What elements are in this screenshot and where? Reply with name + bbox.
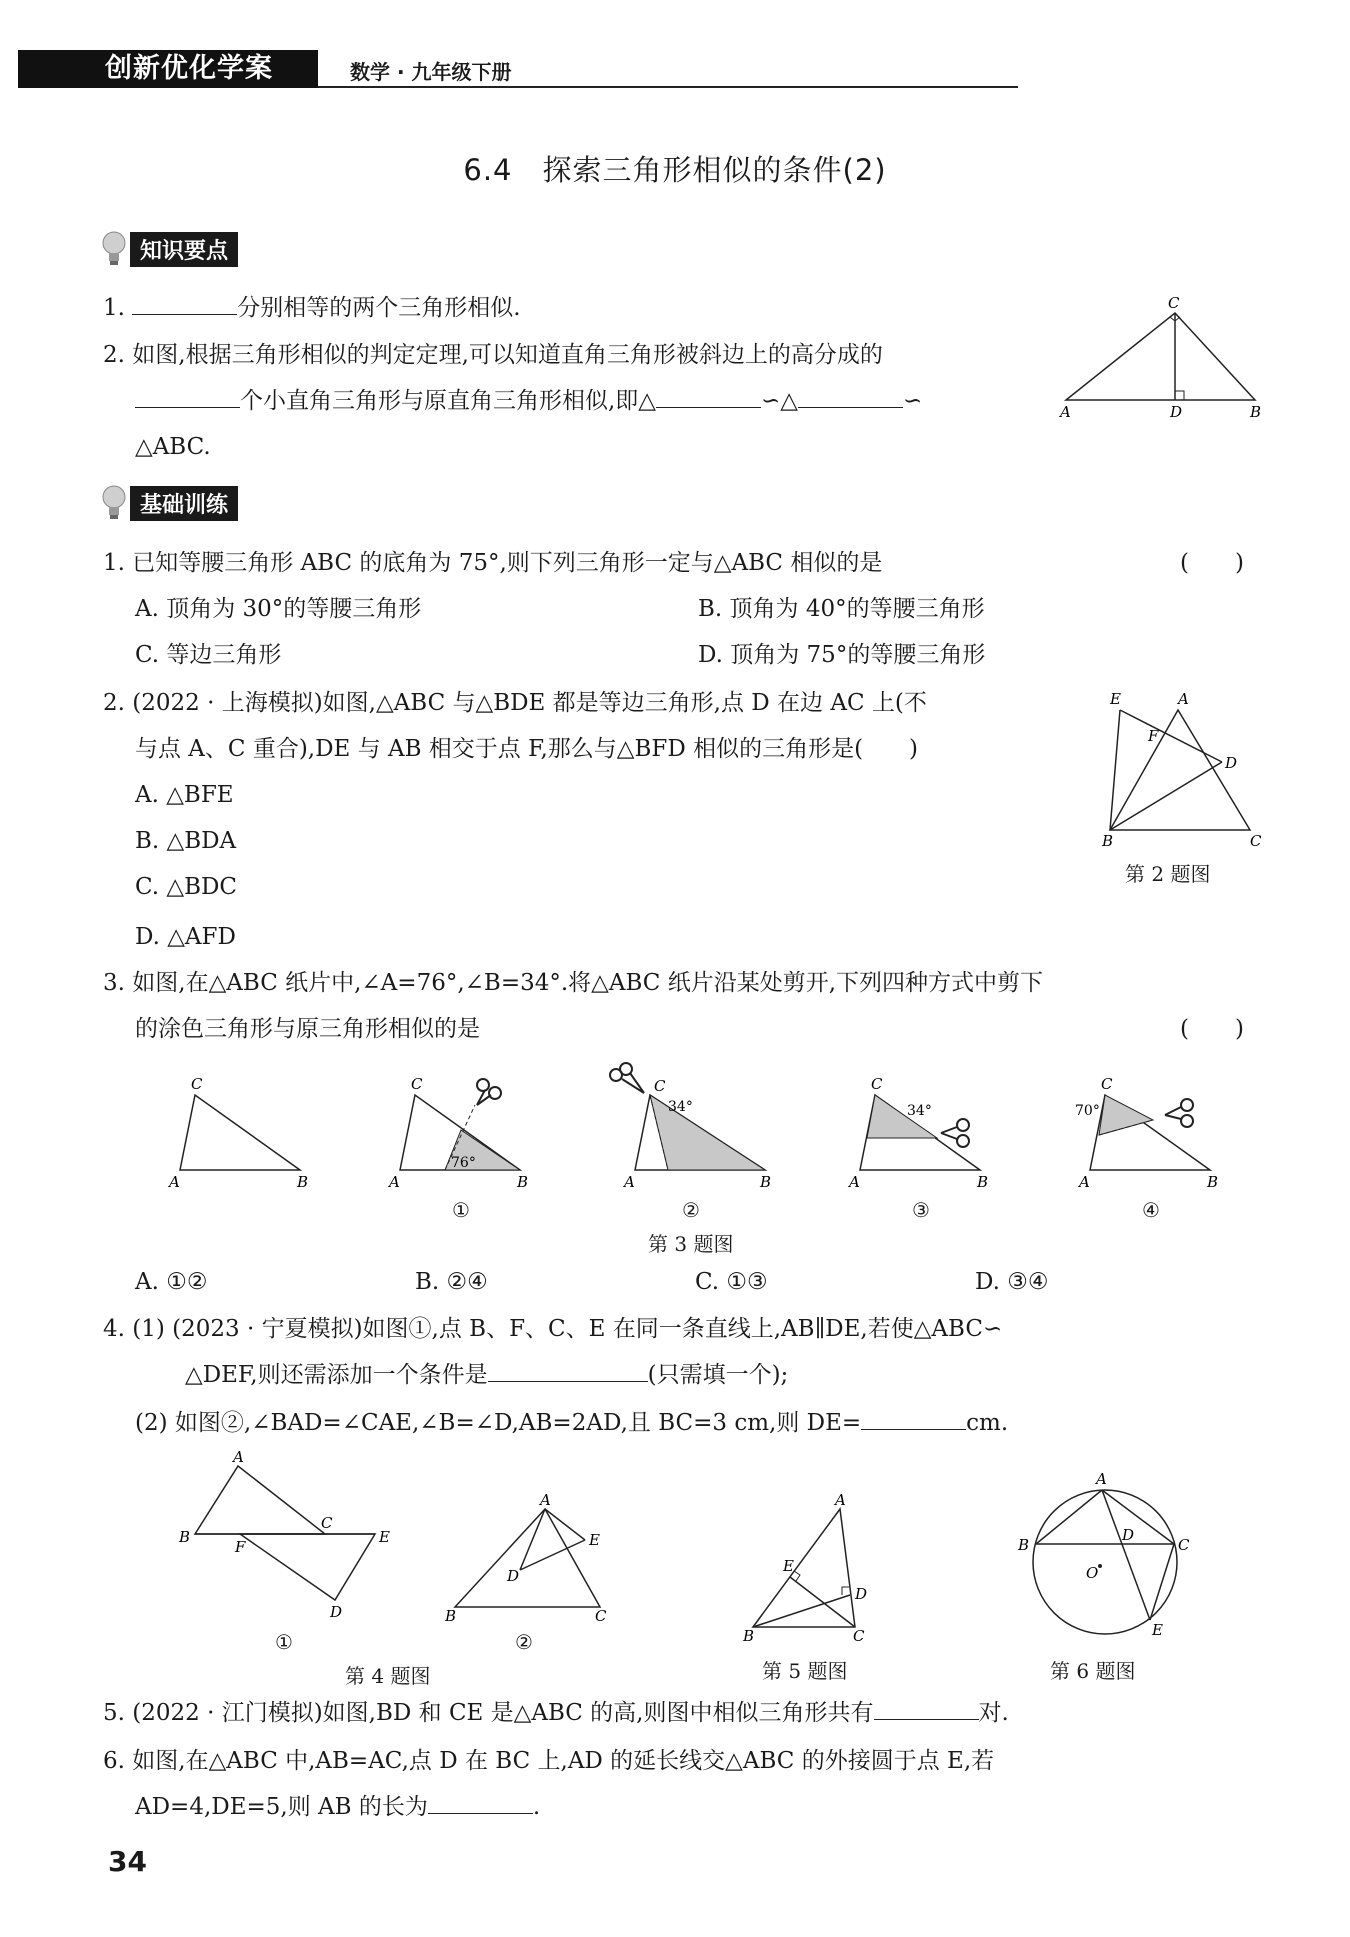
q4-figure-2 bbox=[445, 1491, 615, 1625]
q1-option-c[interactable]: C. 等边三角形 bbox=[135, 642, 282, 668]
page-number: 34 bbox=[108, 1845, 147, 1878]
q3-option-a[interactable]: A. ①② bbox=[135, 1269, 208, 1295]
label-A: A bbox=[540, 1491, 551, 1509]
header-brand: 创新优化学案 bbox=[105, 53, 273, 84]
label-D: D bbox=[855, 1585, 868, 1603]
label-A: A bbox=[1096, 1470, 1107, 1488]
label-A: A bbox=[233, 1448, 244, 1466]
q3-line2: 的涂色三角形与原三角形相似的是 bbox=[135, 1016, 480, 1042]
q6-line1: 6. 如图,在△ABC 中,AB=AC,点 D 在 BC 上,AD 的延长线交△ABC 的外接圆于点 E,若 bbox=[103, 1748, 995, 1774]
q3-option-d[interactable]: D. ③④ bbox=[975, 1269, 1049, 1295]
section-knowledge bbox=[100, 232, 238, 266]
q2-option-d[interactable]: D. △AFD bbox=[135, 924, 236, 950]
label-C: C bbox=[411, 1075, 423, 1093]
q3-figure-original bbox=[165, 1075, 325, 1195]
q5-stem: 5. (2022 · 江门模拟)如图,BD 和 CE 是△ABC 的高,则图中相似三角形共有 bbox=[103, 1700, 874, 1726]
label-D: D bbox=[1122, 1526, 1135, 1544]
label-B: B bbox=[1018, 1536, 1030, 1554]
scissors-icon bbox=[941, 1119, 969, 1147]
answer-blank[interactable] bbox=[798, 386, 903, 408]
page-title: 6.4 探索三角形相似的条件(2) bbox=[463, 153, 887, 187]
label-B: B bbox=[977, 1173, 989, 1191]
knowledge-item-2-line2 bbox=[135, 386, 922, 416]
item-text: 个小直角三角形与原直角三角形相似,即△ bbox=[240, 388, 656, 414]
answer-blank[interactable] bbox=[656, 386, 761, 408]
label-C: C bbox=[853, 1627, 865, 1645]
q4-line3-end: cm. bbox=[966, 1410, 1009, 1436]
label-B: B bbox=[1102, 832, 1114, 850]
q1-stem: 1. 已知等腰三角形 ABC 的底角为 75°,则下列三角形一定与△ABC 相似的是 bbox=[103, 550, 883, 576]
q2-option-c[interactable]: C. △BDC bbox=[135, 874, 238, 900]
q4-line2-end: (只需填一个); bbox=[647, 1362, 789, 1388]
section-basic-label: 基础训练 bbox=[130, 486, 238, 521]
q1-answer-paren[interactable]: ( ) bbox=[1180, 550, 1244, 576]
figure-right-triangle-altitude bbox=[1060, 295, 1260, 425]
q3-option-b[interactable]: B. ②④ bbox=[415, 1269, 488, 1295]
similar-symbol: ∽ bbox=[902, 388, 923, 414]
answer-blank[interactable] bbox=[488, 1360, 648, 1382]
label-B: B bbox=[743, 1627, 755, 1645]
q4-line1: 4. (1) (2023 · 宁夏模拟)如图①,点 B、F、C、E 在同一条直线上,AB∥DE,若使△ABC∽ bbox=[103, 1316, 1003, 1342]
label-C: C bbox=[1101, 1075, 1113, 1093]
q1-option-a[interactable]: A. 顶角为 30°的等腰三角形 bbox=[135, 596, 422, 622]
section-basic-training bbox=[100, 486, 238, 520]
label-A: A bbox=[624, 1173, 635, 1191]
answer-blank[interactable] bbox=[132, 293, 237, 315]
similar-symbol: ∽△ bbox=[761, 388, 798, 414]
label-B: B bbox=[1207, 1173, 1219, 1191]
scissors-icon bbox=[477, 1079, 501, 1105]
q2-figure bbox=[1100, 690, 1270, 850]
q3-line1: 3. 如图,在△ABC 纸片中,∠A=76°,∠B=34°.将△ABC 纸片沿某处剪开,下列四种方式中剪下 bbox=[103, 970, 1044, 996]
label-C: C bbox=[595, 1607, 607, 1625]
q2-caption: 第 2 题图 bbox=[1125, 862, 1211, 886]
q6-line2 bbox=[135, 1792, 540, 1822]
q3-fig-label-3: ③ bbox=[912, 1198, 930, 1222]
q6-stem-end: . bbox=[532, 1794, 541, 1820]
q6-stem: AD=4,DE=5,则 AB 的长为 bbox=[135, 1794, 428, 1820]
label-A: A bbox=[1060, 403, 1071, 421]
q3-angle-1: 76° bbox=[451, 1155, 476, 1171]
label-B: B bbox=[760, 1173, 772, 1191]
q2-line2: 与点 A、C 重合),DE 与 AB 相交于点 F,那么与△BFD 相似的三角形是( ) bbox=[135, 736, 919, 762]
label-B: B bbox=[1250, 403, 1262, 421]
label-D: D bbox=[1170, 403, 1183, 421]
item-number: 2. bbox=[103, 342, 125, 368]
q2-option-a[interactable]: A. △BFE bbox=[135, 782, 234, 808]
label-C: C bbox=[1250, 832, 1262, 850]
q4-caption: 第 4 题图 bbox=[345, 1664, 431, 1688]
label-E: E bbox=[783, 1557, 794, 1575]
label-B: B bbox=[297, 1173, 309, 1191]
q1-option-b[interactable]: B. 顶角为 40°的等腰三角形 bbox=[698, 596, 985, 622]
item-text: 分别相等的两个三角形相似. bbox=[237, 295, 521, 321]
q4-line2-text: △DEF,则还需添加一个条件是 bbox=[185, 1362, 488, 1388]
lightbulb-icon bbox=[100, 483, 130, 523]
q5-stem-end: 对. bbox=[978, 1700, 1009, 1726]
label-A: A bbox=[849, 1173, 860, 1191]
label-C: C bbox=[1178, 1536, 1190, 1554]
q3-figure-3 bbox=[845, 1075, 1015, 1195]
section-knowledge-label: 知识要点 bbox=[130, 232, 238, 267]
q4-figure-1 bbox=[175, 1448, 405, 1622]
label-E: E bbox=[1152, 1621, 1163, 1639]
label-C: C bbox=[191, 1075, 203, 1093]
q5-figure bbox=[735, 1491, 885, 1645]
q5-text bbox=[103, 1698, 1009, 1728]
scissors-icon bbox=[610, 1063, 644, 1093]
q1-option-d[interactable]: D. 顶角为 75°的等腰三角形 bbox=[698, 642, 986, 668]
q3-angle-3: 34° bbox=[907, 1103, 932, 1119]
q3-fig-label-1: ① bbox=[452, 1198, 470, 1222]
label-A: A bbox=[1079, 1173, 1090, 1191]
label-A: A bbox=[1178, 690, 1189, 708]
q3-angle-4: 70° bbox=[1075, 1103, 1100, 1119]
label-C: C bbox=[871, 1075, 883, 1093]
answer-blank[interactable] bbox=[874, 1698, 979, 1720]
answer-blank[interactable] bbox=[861, 1408, 966, 1430]
label-A: A bbox=[835, 1491, 846, 1509]
q3-figure-4 bbox=[1075, 1075, 1245, 1195]
q3-answer-paren[interactable]: ( ) bbox=[1180, 1016, 1244, 1042]
q6-caption: 第 6 题图 bbox=[1050, 1659, 1136, 1683]
label-B: B bbox=[517, 1173, 529, 1191]
label-E: E bbox=[379, 1528, 390, 1546]
label-B: B bbox=[445, 1607, 457, 1625]
q3-option-c[interactable]: C. ①③ bbox=[695, 1269, 768, 1295]
knowledge-item-2-line1 bbox=[103, 340, 883, 370]
q3-caption: 第 3 题图 bbox=[648, 1232, 734, 1256]
q4-line3-text: (2) 如图②,∠BAD=∠CAE,∠B=∠D,AB=2AD,且 BC=3 cm,则 DE= bbox=[135, 1410, 862, 1436]
q6-figure bbox=[1010, 1470, 1200, 1650]
label-A: A bbox=[389, 1173, 400, 1191]
q4-line2 bbox=[185, 1360, 788, 1390]
lightbulb-icon bbox=[100, 229, 130, 269]
q3-angle-2: 34° bbox=[668, 1099, 693, 1115]
q4-line3 bbox=[135, 1408, 1008, 1438]
knowledge-item-1 bbox=[103, 293, 521, 323]
answer-blank[interactable] bbox=[135, 386, 240, 408]
label-O: O bbox=[1086, 1564, 1099, 1582]
label-F: F bbox=[1148, 727, 1159, 745]
q4-fig-label-1: ① bbox=[275, 1630, 293, 1654]
label-C: C bbox=[1168, 294, 1180, 312]
item-number: 1. bbox=[103, 295, 125, 321]
q5-caption: 第 5 题图 bbox=[762, 1659, 848, 1683]
q3-figure-2 bbox=[610, 1065, 780, 1195]
label-E: E bbox=[589, 1531, 600, 1549]
item-text: 如图,根据三角形相似的判定定理,可以知道直角三角形被斜边上的高分成的 bbox=[132, 342, 883, 368]
scissors-icon bbox=[1165, 1099, 1193, 1127]
label-F: F bbox=[235, 1538, 246, 1556]
q4-fig-label-2: ② bbox=[515, 1630, 533, 1654]
q3-fig-label-2: ② bbox=[682, 1198, 700, 1222]
knowledge-item-2-line3: △ABC. bbox=[135, 434, 211, 460]
q2-line1: 2. (2022 · 上海模拟)如图,△ABC 与△BDE 都是等边三角形,点 D 在边 AC 上(不 bbox=[103, 690, 927, 716]
q3-figure-1 bbox=[385, 1075, 545, 1195]
q2-option-b[interactable]: B. △BDA bbox=[135, 828, 237, 854]
header-rule bbox=[318, 86, 1018, 88]
label-B: B bbox=[179, 1528, 191, 1546]
answer-blank[interactable] bbox=[428, 1792, 533, 1814]
q3-fig-label-4: ④ bbox=[1142, 1198, 1160, 1222]
label-C: C bbox=[321, 1514, 333, 1532]
label-E: E bbox=[1110, 690, 1121, 708]
label-C: C bbox=[654, 1077, 666, 1095]
label-D: D bbox=[1225, 754, 1238, 772]
label-D: D bbox=[330, 1603, 343, 1621]
header-subject: 数学 · 九年级下册 bbox=[350, 60, 512, 84]
label-D: D bbox=[507, 1567, 520, 1585]
label-A: A bbox=[169, 1173, 180, 1191]
